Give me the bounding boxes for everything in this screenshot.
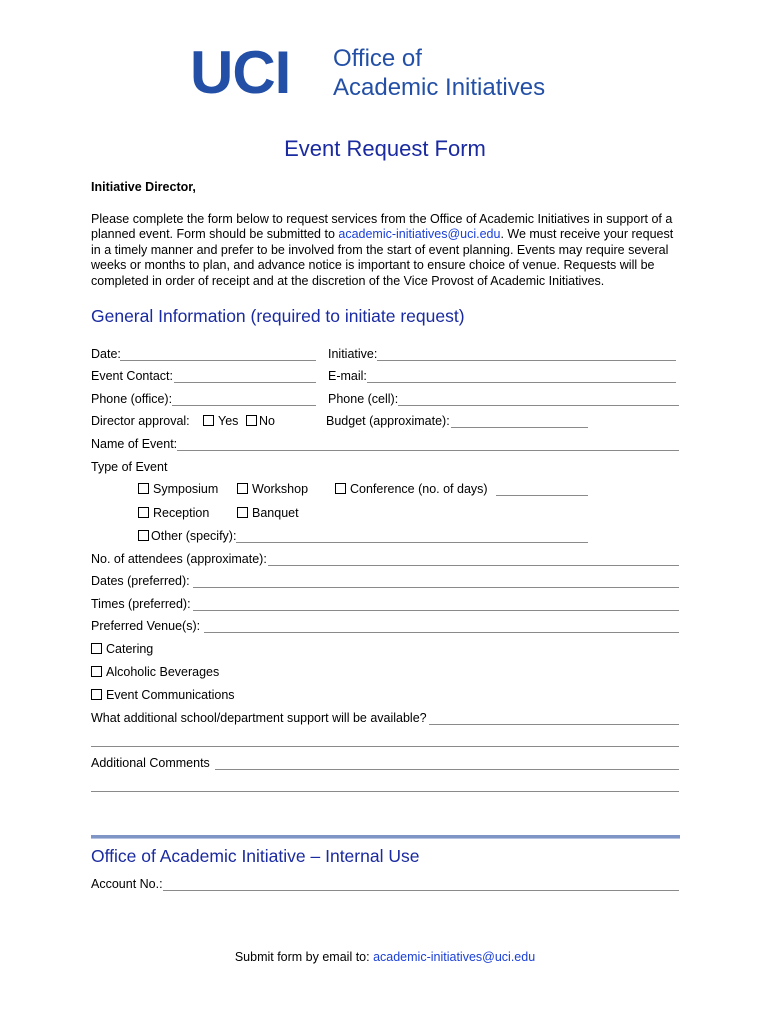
intro-text-post: . We must receive your request in a timely manner and prefer to be involved from the start of event planning. Events may require several weeks or months to plan, and advance notice is important to ensure choice of venue. Requests will be completed in order of receipt and at the discretion of the Vice Provost of Academic Initiatives. <box>91 227 674 288</box>
conference-days-field[interactable] <box>496 495 588 496</box>
other-specify-field[interactable] <box>236 542 588 543</box>
other-option[interactable] <box>138 529 236 543</box>
internal-use-heading: Office of Academic Initiative – Internal Use <box>91 846 420 866</box>
event-contact-field[interactable] <box>174 382 316 383</box>
other-checkbox[interactable] <box>138 530 149 541</box>
times-field[interactable] <box>193 610 679 611</box>
alcohol-option[interactable] <box>91 665 219 679</box>
communications-label: Event Communications <box>106 688 235 702</box>
dates-label: Dates (preferred): <box>91 574 190 588</box>
yes-checkbox[interactable] <box>203 415 214 426</box>
attendees-label: No. of attendees (approximate): <box>91 552 267 566</box>
workshop-option[interactable] <box>237 482 308 496</box>
alcohol-checkbox[interactable] <box>91 666 102 677</box>
reception-option[interactable] <box>138 506 209 520</box>
symposium-option[interactable] <box>138 482 218 496</box>
banquet-checkbox[interactable] <box>237 507 248 518</box>
phone-office-label: Phone (office): <box>91 392 173 406</box>
initiative-field[interactable] <box>377 360 676 361</box>
account-label: Account No.: <box>91 877 163 891</box>
event-contact-label: Event Contact: <box>91 369 173 383</box>
workshop-label: Workshop <box>252 482 309 496</box>
general-info-heading: General Information (required to initiate request) <box>91 306 465 326</box>
comments-field-line1[interactable] <box>215 769 679 770</box>
director-approval-label: Director approval: <box>91 414 190 428</box>
date-label: Date: <box>91 347 121 361</box>
office-name <box>333 44 545 102</box>
no-checkbox[interactable] <box>246 415 257 426</box>
reception-label: Reception <box>153 506 210 520</box>
venues-label: Preferred Venue(s): <box>91 619 201 633</box>
submit-footer <box>0 950 770 964</box>
comments-field-line2[interactable] <box>91 791 679 792</box>
support-label: What additional school/department support will be available? <box>91 711 427 725</box>
communications-option[interactable] <box>91 688 235 702</box>
event-name-field[interactable] <box>177 450 679 451</box>
attendees-field[interactable] <box>268 565 679 566</box>
conference-label: Conference (no. of days) <box>350 482 488 496</box>
event-name-label: Name of Event: <box>91 437 178 451</box>
venues-field[interactable] <box>204 632 679 633</box>
no-label: No <box>259 414 275 428</box>
comments-label: Additional Comments <box>91 756 210 770</box>
symposium-checkbox[interactable] <box>138 483 149 494</box>
banquet-option[interactable] <box>237 506 299 520</box>
budget-label: Budget (approximate): <box>326 414 450 428</box>
account-field[interactable] <box>163 890 679 891</box>
type-of-event-label: Type of Event <box>91 460 168 474</box>
catering-checkbox[interactable] <box>91 643 102 654</box>
reception-checkbox[interactable] <box>138 507 149 518</box>
budget-field[interactable] <box>451 427 588 428</box>
approval-no-option[interactable] <box>246 414 275 428</box>
submit-label: Submit form by email to: <box>234 950 370 964</box>
other-label: Other (specify): <box>151 529 237 543</box>
phone-office-field[interactable] <box>172 405 316 406</box>
communications-checkbox[interactable] <box>91 689 102 700</box>
office-name-line2: Academic Initiatives <box>333 74 546 101</box>
support-field-line1[interactable] <box>429 724 679 725</box>
workshop-checkbox[interactable] <box>237 483 248 494</box>
submit-email-link[interactable]: academic-initiatives@uci.edu <box>373 950 536 964</box>
form-title: Event Request Form <box>284 136 486 161</box>
date-field[interactable] <box>120 360 316 361</box>
intro-text-pre: Please complete the form below to request services from the Office of Academic Initiatives in support of a planned event. Form should be submitted to <box>91 212 673 242</box>
intro-email-link[interactable]: academic-initiatives@uci.edu <box>338 227 501 242</box>
office-name-line1: Office of <box>333 45 422 72</box>
dates-field[interactable] <box>193 587 679 588</box>
banquet-label: Banquet <box>252 506 299 520</box>
support-field-line2[interactable] <box>91 746 679 747</box>
email-field[interactable] <box>367 382 676 383</box>
times-label: Times (preferred): <box>91 597 191 611</box>
phone-cell-label: Phone (cell): <box>328 392 399 406</box>
approval-yes-option[interactable] <box>203 414 238 428</box>
salutation: Initiative Director, <box>91 180 196 194</box>
initiative-label: Initiative: <box>328 347 378 361</box>
email-label: E-mail: <box>328 369 367 383</box>
alcohol-label: Alcoholic Beverages <box>106 665 220 679</box>
phone-cell-field[interactable] <box>398 405 679 406</box>
section-divider <box>91 835 680 839</box>
catering-option[interactable] <box>91 642 153 656</box>
conference-checkbox[interactable] <box>335 483 346 494</box>
conference-option[interactable] <box>335 482 488 496</box>
symposium-label: Symposium <box>153 482 219 496</box>
catering-label: Catering <box>106 642 154 656</box>
yes-label: Yes <box>218 414 239 428</box>
uci-logo: UCI <box>190 39 291 106</box>
intro-paragraph <box>91 212 683 289</box>
